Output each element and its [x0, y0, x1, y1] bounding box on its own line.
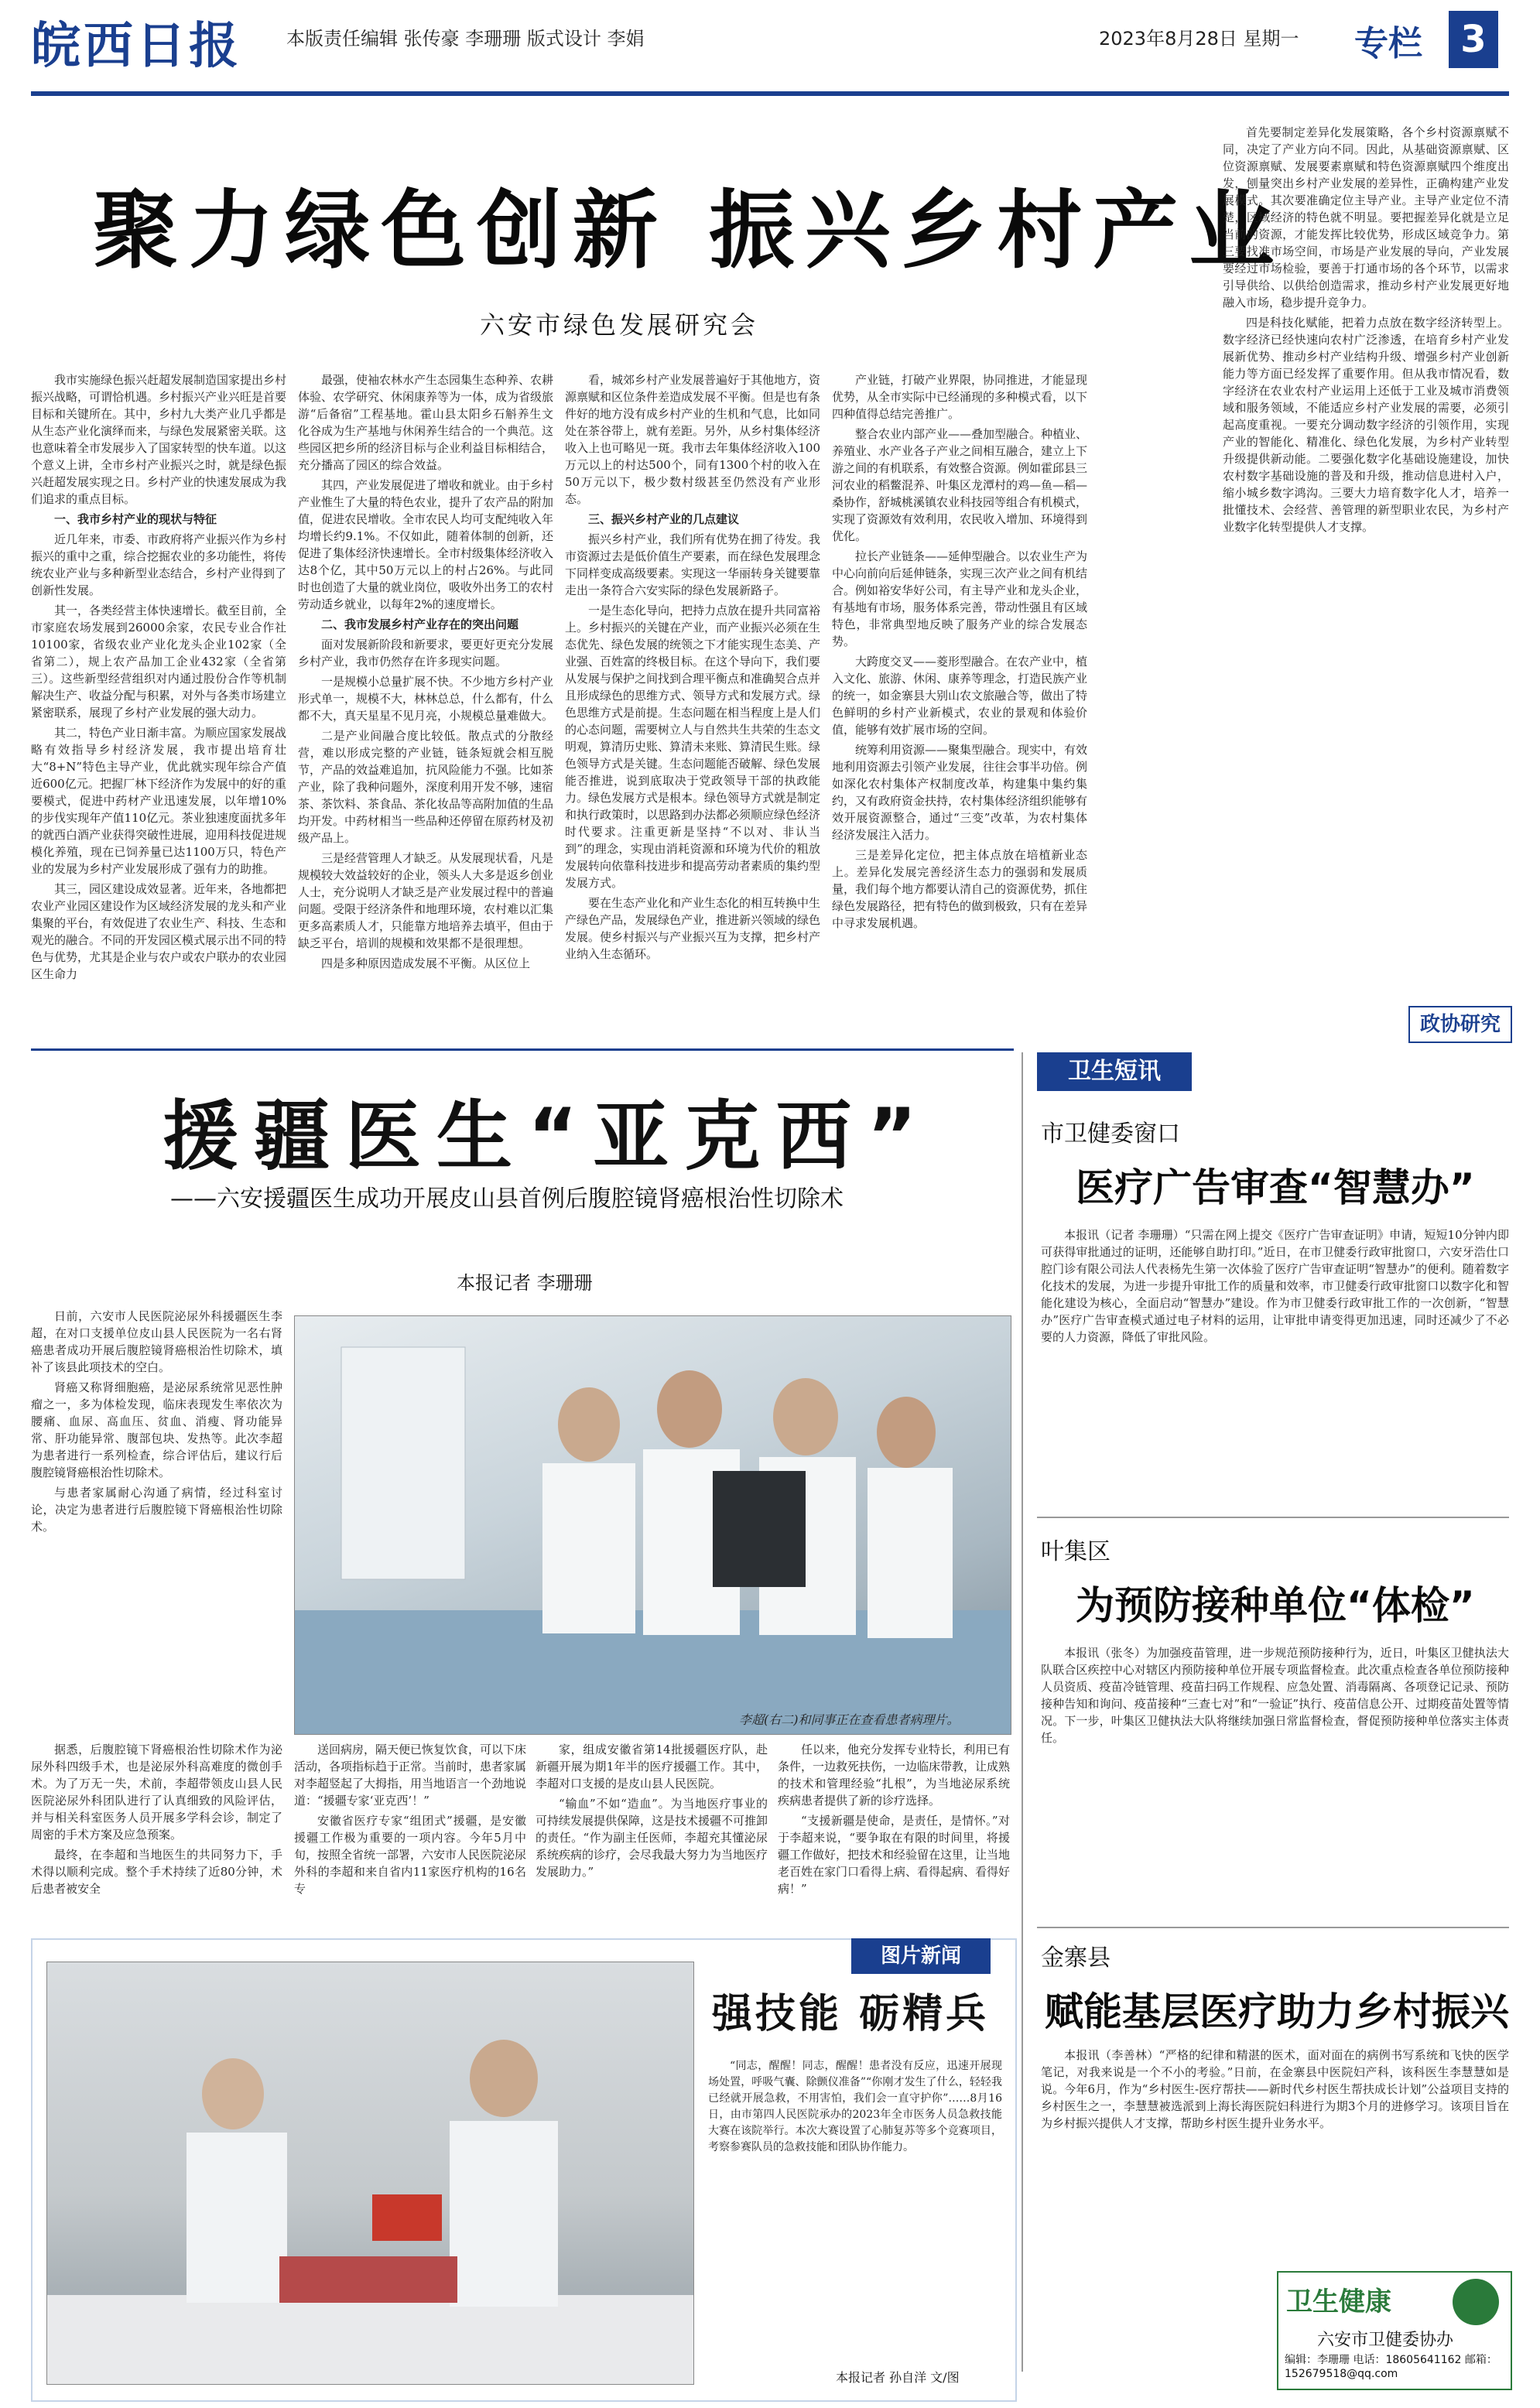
paragraph: 其二，特色产业日渐丰富。为顺应国家发展战略有效指导乡村经济发展，我市提出培育壮大“8+N”特色主导产业，优此就实现年综合产值近600亿元。把握厂林下经济作为发展中的好的重要模式，促进中药材产业迅速发展，以年增10%的步伐实现年产值110亿元。茶业独速度面扰多年的就西白酒产业获得突破性进展，迎用科技促进规模化养殖，现在已饲养量已达1100万只，特色产业的发展为乡村产业发展形成了强有力的助推。 [31, 726, 286, 876]
paragraph: 整合农业内部产业——叠加型融合。种植业、养殖业、水产业各子产业之间相互融合，建立上下游之间的有机联系，有效整合资源。例如霍邱县三河农业的稻鳖混养、叶集区龙潭村的鸡—鱼—稻—桑协作，舒城桃溪镇农业科技园等组合有机模式，实现了资源效有效利用，农民收入增加、环境得到优化。 [832, 427, 1087, 543]
article2-byline: 本报记者 李珊珊 [457, 1272, 593, 1294]
news-source-label: 市卫健委窗口 [1041, 1120, 1180, 1148]
section-heading: 一、我市乡村产业的现状与特征 [54, 512, 217, 526]
section-heading: 三、振兴乡村产业的几点建议 [588, 512, 740, 526]
paragraph: “同志，醒醒！同志，醒醒！患者没有反应，迅速开展现场处置，呼吸气囊、除颤仪准备”“你刚才发生了什么，轻轻我已经就开展急救，不用害怕，我们会一直守护你”……8月16日，由市第四人民医院承办的2023年全市医务人员急救技能大赛在该院举行。本次大赛设置了心肺复苏等多个竞赛项目，考察参赛队员的急救技能和团队协作能力。 [708, 2060, 1002, 2153]
paragraph: 其四，产业发展促进了增收和就业。由于乡村产业惟生了大量的特色农业，提升了农产品的附加值，促进农民增收。全市农民人均可支配纯收入年均增长约9.1%。不仅如此，随着体制的创新，还促进了集体经济快速增长。全市村级集体经济收入达8个亿，其中50万元以上的村占26%。与此同时也创造了大量的就业岗位，吸收外出务工的农村劳动适乡就业，以每年2%的速度增长。 [298, 478, 553, 611]
article1-column-4 [832, 371, 1087, 1029]
news-headline: 赋能基层医疗助力乡村振兴 [1045, 1989, 1509, 2034]
picture-news-title: 强技能 砺精兵 [712, 1991, 990, 2037]
paragraph: 与患者家属耐心沟通了病情，经过科室讨论，决定为患者进行后腹腔镜下肾癌根治性切除术。 [31, 1486, 282, 1534]
news-source-label: 金寨县 [1041, 1945, 1111, 1972]
article1-column-2 [298, 371, 553, 1029]
paragraph: 肾癌又称肾细胞癌，是泌尿系统常见恶性肿瘤之一，多为体检发现，临床表现发生率依次为腰痛、血尿、高血压、贫血、消瘦、肾功能异常、肝功能异常、腹部包块、发热等。此次李超为患者进行一系列检查，综合评估后，建议行后腹腔镜肾癌根治性切除术。 [31, 1380, 282, 1479]
doctors-illustration [295, 1316, 1011, 1734]
paragraph: 近几年来，市委、市政府将产业振兴作为乡村振兴的重中之重，综合挖掘农业的多功能性，将传统农业产业与多种新型业态结合，乡村产业得到了创新性发展。 [31, 532, 286, 597]
first-aid-illustration [47, 1962, 693, 2384]
paragraph: 面对发展新阶段和新要求，要更好更充分发展乡村产业，我市仍然存在许多现实问题。 [298, 638, 553, 669]
paragraph: “支援新疆是使命，是责任，是情怀。”对于李超来说，“要争取在有限的时间里，将援疆工作做好，把技术和经验留在这里，让当地老百姓在家门口看得上病、看得起病、看得好病！” [778, 1814, 1010, 1896]
news-body [1041, 2047, 1509, 2263]
divider [31, 1048, 1014, 1051]
column-tag-cppcc-research: 政协研究 [1408, 1006, 1512, 1043]
paragraph: 本报讯（李善林）“严格的纪律和精湛的医术，面对面在的病例书写系统和飞快的医学笔记，对我来说是一个不小的考验。”日前，在金寨县中医院妇产科，该科医生李慧慧如是说。今年6月，作为“乡村医生-医疗帮扶——新时代乡村医生帮扶成长计划”公益项目支持的乡村医生之一，李慧慧被选派到上海长海医院妇科进行为期3个月的进修学习。该项目旨在为乡村振兴提供人才支撑，帮助乡村医生提升业务水平。 [1041, 2048, 1509, 2130]
first-aid-photo [46, 1962, 694, 2385]
paragraph: 本报讯（记者 李珊珊）“只需在网上提交《医疗广告审查证明》申请，短短10分钟内即可获得审批通过的证明，还能够自助打印。”近日，在市卫健委行政审批窗口，六安牙浩仕口腔门诊有限公司法人代表杨先生第一次体验了医疗广告审查证明“智慧办”的便利。随着数字化技术的发展，为进一步提升审批工作的质量和效率，市卫健委行政审批窗口以数字化和智能化建设为核心，全面启动“智慧办”建设。作为市卫健委行政审批工作的一次创新，“智慧办”医疗广告审查模式通过电子材料的运用，让审批申请变得更加迅速，同时还减少了不必要的人力资源，降低了审批风险。 [1041, 1228, 1509, 1344]
issue-date: 2023年8月28日 星期一 [1099, 28, 1299, 50]
picture-news-tag: 图片新闻 [851, 1938, 991, 1974]
article1-column-3 [565, 371, 820, 1029]
paragraph: 大跨度交叉——菱形型融合。在农产业中，植入文化、旅游、休闲、康养等理念，打造民族产业的统一，如金寨县大别山农文旅融合等，做出了特色鲜明的乡村产业新模式，农业的景观和体验价值，能够有效扩展市场的空间。 [832, 655, 1087, 737]
paragraph: 日前，六安市人民医院泌尿外科援疆医生李超，在对口支援单位皮山县人民医院为一名右肾癌患者成功开展后腹腔镜肾癌根治性切除术，填补了该县此项技术的空白。 [31, 1309, 282, 1374]
doctors-photo [294, 1315, 1011, 1735]
article1-column-1 [31, 371, 286, 1029]
paragraph: 一是规模小总量扩展不快。不少地方乡村产业形式单一，规模不大，林林总总，什么都有，什么都不大，真天星星不见月亮，小规模总量难做大。 [298, 675, 553, 723]
article2-subtitle: ——六安援疆医生成功开展皮山县首例后腹腔镜肾癌根治性切除术 [170, 1185, 844, 1213]
badge-title: 卫生健康 [1286, 2287, 1391, 2317]
paragraph: 振兴乡村产业，我们所有优势在拥了待发。我市资源过去是低价值生产要素，而在绿色发展理念下同样变成高级要素。实现这一华丽转身关键要靠走出一条符合六安实际的绿色发展新路子。 [565, 532, 820, 597]
divider [1022, 1052, 1023, 2372]
photo-caption: 李超(右二)和同事正在查看患者病理片。 [739, 1712, 960, 1727]
health-emblem-icon [1453, 2279, 1499, 2325]
paragraph: 三是经营管理人才缺乏。从发展现状看，凡是规模较大效益较好的企业，领头人大多是返乡创业人士，充分说明人才缺乏是产业发展过程中的普遍问题。受限于经济条件和地理环境，农村难以汇集更多高素质人才，只能靠方地培养去填平，但由于缺乏平台，培训的规模和效果都不是很理想。 [298, 851, 553, 950]
page-number: 3 [1449, 11, 1498, 68]
article1-column-5 [1223, 124, 1509, 998]
paragraph: 我市实施绿色振兴赶超发展制造国家提出乡村振兴战略，可谓恰机遇。乡村振兴产业兴旺是首要目标和关键所在。其中，乡村九大类产业几乎都是从生态产业化演绎而来，与绿色发展紧密关联。这也意味着全市发展步入了国家转型的快车道。以这个意义上讲，全市乡村产业振兴之时，就是绿色振兴赶超发展实现之日。乡村产业的快速发展成为我们追求的重点目标。 [31, 373, 286, 506]
news-source-label: 叶集区 [1041, 1538, 1111, 1565]
paragraph: 产业链，打破产业界限，协同推进，才能显现优势，从全市实际中已经涌现的多种模式看，以下四种值得总结完善推广。 [832, 373, 1087, 421]
divider [1037, 1517, 1509, 1518]
newspaper-logo: 皖西日报 [31, 17, 241, 75]
paragraph: 统筹利用资源——聚集型融合。现实中，有效地利用资源去引领产业发展，往往会事半功倍。例如深化农村集体产权制度改革，构建集中集约集约，又有政府资金扶持，农村集体经济组织能够有效开展资源整合，通过“三变”改革，为农村集体经济发展注入活力。 [832, 743, 1087, 842]
paragraph: 安徽省医疗专家“组团式”援疆，是安徽援疆工作极为重要的一项内容。今年5月中旬，按照全省统一部署，六安市人民医院泌尿外科的李超和来自省内11家医疗机构的16名专 [294, 1814, 526, 1896]
paragraph: 一是生态化导向，把持力点放在提升共同富裕上。乡村振兴的关键在产业，而产业振兴必须在生态优先、绿色发展的统领之下才能实现生态美、产业强、百姓富的终极目标。在这个导向下，我们要从发展与保护之间找到合理平衡点和准确契合点并且形成绿色的思维方式、领导方式和发展方式。绿色思维方式是前提。生态问题在相当程度上是人们的心态问题，需要树立人与自然共生共荣的生态文明观，算清历史账、算清未来账、算清民生账。绿色领导方式是关键。生态问题能否破解、绿色发展能否推进，说到底取决于党政领导干部的执政能力。绿色发展方式是根本。绿色领导方式就是制定和执行政策时，以思路到办法都必须顺应绿色经济时代要求。注重更新是坚持“不以对、非认当到”的理念，实现由消耗资源和环境为代价的粗放发展转向依靠科技进步和提高劳动者素质的集约型发展方式。 [565, 604, 820, 890]
paragraph: 四是科技化赋能，把着力点放在数字经济转型上。数字经济已经快速向农村广泛渗透，在培育乡村产业发展新优势、推动乡村产业结构升级、增强乡村产业创新能力等方面已经发挥了重要作用。但从我市情况看，数字经济在农业农村产业运用上还低于工业及城市消费领域和服务领域，不能适应乡村产业发展的需要，必须引起高度重视。一要充分调动数字经济的引领作用，实现产业的智能化、精准化、绿色化发展，为乡村产业转型升级提供新动能。二要强化数字化基础设施建设，加快农村数字基础设施的普及和升级，推动信息进村入户，缩小城乡数字鸿沟。三要大力培育数字化人才，培养一批懂技术、会经营、善管理的新型职业农民，为乡村产业数字化转型提供人才支撑。 [1223, 316, 1509, 534]
article1-byline: 六安市绿色发展研究会 [480, 310, 759, 340]
news-body [1041, 1644, 1509, 1931]
paragraph: 据悉，后腹腔镜下肾癌根治性切除术作为泌尿外科四级手术，也是泌尿外科高难度的微创手术。为了万无一失，术前，李超带领皮山县人民医院泌尿外科团队进行了认真细致的风险评估，并与相关科室医务人员开展多学科会诊，制定了周密的手术方案及应急预案。 [31, 1743, 282, 1842]
paragraph: 其一，各类经营主体快速增长。截至目前，全市家庭农场发展到26000余家，农民专业合作社10100家，省级农业产业化龙头企业102家（全省第二），规上农产品加工企业432家（全省第三）。这些新型经营组织对内通过股份合作等机制解决生产、收益分配与积累，对外与各类市场建立紧密联系，展现了乡村产业发展的强大动力。 [31, 604, 286, 720]
section-heading: 二、我市发展乡村产业存在的突出问题 [321, 617, 519, 631]
paragraph: 看，城郊乡村产业发展普遍好于其他地方，资源禀赋和区位条件差造成发展不平衡。但是也有条件好的地方没有成乡村产业的生机和气息，比如同处在茶谷带上，就有差距。另外，从乡村集体经济收入上也可略见一斑。我市去年集体经济收入100万元以上的村达500个，同有1300个村的收入在50万元以下，极少数村级甚至仍然没有产业形态。 [565, 373, 820, 506]
news-headline: 为预防接种单位“体检” [1076, 1583, 1475, 1628]
paragraph: 拉长产业链条——延伸型融合。以农业生产为中心向前向后延伸链条，实现三次产业之间有机结合。例如裕安华好公司，有主导产业和龙头企业，有基地有市场，服务体系完善，带动性强且有区域特色，非常典型地反映了服务产业的综合发展态势。 [832, 549, 1087, 648]
picture-news-text [708, 2058, 1002, 2352]
paragraph: 送回病房，隔天便已恢复饮食，可以下床活动，各项指标趋于正常。当前时，患者家属对李超竖起了大拇指，用当地语言一个劲地说道：“援疆专家‘亚克西’！” [294, 1743, 526, 1808]
paragraph: 三是差异化定位，把主体点放在培植新业态上。差异化发展完善经济生态力的强弱和发展质量，我们每个地方都要认清自己的资源优势，抓住绿色发展路径，把有特色的做到极致，只有在差异中寻求发展机遇。 [832, 848, 1087, 930]
paragraph: 任以来，他充分发挥专业特长，利用已有条件，一边救死扶伤，一边临床带教，让成熟的技术和管理经验“扎根”，为当地泌尿系统疾病患者提供了新的诊疗选择。 [778, 1743, 1010, 1808]
article2-title: 援疆医生“亚克西” [163, 1093, 933, 1181]
badge-contact: 编辑：李珊珊 电话：18605641162 邮箱：152679518@qq.com [1285, 2354, 1497, 2380]
news-body [1041, 1226, 1509, 1536]
paragraph: 家，组成安徽省第14批援疆医疗队，赴新疆开展为期1年半的医疗援疆工作。其中，李超对口支援的是皮山县人民医院。 [536, 1743, 768, 1791]
health-column-badge [1277, 2271, 1512, 2390]
health-news-tag: 卫生短讯 [1037, 1052, 1192, 1091]
section-name: 专栏 [1354, 24, 1422, 63]
masthead [31, 0, 1509, 96]
paragraph: 首先要制定差异化发展策略，各个乡村资源禀赋不同，决定了产业方向不同。因此，从基础资源禀赋、区位资源禀赋、发展要素禀赋和特色资源禀赋四个维度出发，刨量突出乡村产业发展的差异性，正确构建产业发展模式。其次要准确定位主导产业。主导产业定位不清楚，区域经济的特色就不明显。要把握差异化就是立足当前的资源，才能发挥比较优势，形成区域竞争力。第三要找准市场空间，市场是产业发展的导向，产业发展要经过市场检验，要善于打通市场的各个环节，以需求引导供给、以供给创造需求，推动乡村产业发展更好地融入市场，稳步提升竞争力。 [1223, 125, 1509, 310]
divider [1037, 1927, 1509, 1928]
paragraph: “输血”不如“造血”。为当地医疗事业的可持续发展提供保障，这是技术援疆不可推卸的责任。“作为副主任医师，李超充其懂泌尿系统疾病的诊疗，会尽我最大努力为当地医疗发展助力。” [536, 1797, 768, 1879]
news-headline: 医疗广告审查“智慧办” [1076, 1165, 1475, 1210]
editor-credits: 本版责任编辑 张传豪 李珊珊 版式设计 李娟 [286, 28, 645, 50]
paragraph: 本报讯（张冬）为加强疫苗管理，进一步规范预防接种行为，近日，叶集区卫健执法大队联合区疾控中心对辖区内预防接种单位开展专项监督检查。此次重点检查各单位预防接种人员资质、疫苗冷链管理、疫苗扫码工作规程、应急处置、消毒隔离、各项登记记录、预防接种告知和询问、疫苗接种“三查七对”和“一验证”执行、疫苗信息公开、过期疫苗处置等情况。下一步，叶集区卫健执法大队将继续加强日常监督检查，督促预防接种单位落实主体责任。 [1041, 1646, 1509, 1745]
paragraph: 其三，园区建设成效显著。近年来，各地都把农业产业园区建设作为区域经济发展的龙头和产业集聚的平台，有效促进了农业生产、科技、生态和观光的融合。不同的开发园区模式展示出不同的特色与优势，尤其是企业与农户或农户联办的农业园区生命力 [31, 882, 286, 981]
picture-news-credit: 本报记者 孙自洋 文/图 [836, 2370, 960, 2385]
paragraph: 最终，在李超和当地医生的共同努力下，手术得以顺利完成。整个手术持续了近80分钟，术后患者被安全 [31, 1848, 282, 1896]
paragraph: 要在生态产业化和产业生态化的相互转换中生产绿色产品，发展绿色产业，推进新兴领域的绿色发展。使乡村振兴与产业振兴互为支撑，把乡村产业纳入生态循环。 [565, 896, 820, 961]
paragraph: 最强，使袖农林水产生态园集生态种养、农耕体验、农学研究、休闲康养等为一体，成为省级旅游“后备宿”工程基地。霍山县太阳乡石斛养生文化谷成为生产基地与休闲养生结合的一个典范。这些园区把乡所的经济目标与企业利益目标相结合，充分播高了园区的综合效益。 [298, 373, 553, 472]
badge-org: 六安市卫健委协办 [1317, 2331, 1454, 2350]
article1-title: 聚力绿色创新 振兴乡村产业 [93, 181, 1285, 280]
paragraph: 二是产业间融合度比较低。散点式的分散经营，难以形成完整的产业链，链条短就会相互脱节，产品的效益难追加，抗风险能力不强。比如茶产业，除了我种问题外，深度利用开发不够，速宿茶、茶饮料、茶食品、茶化妆品等高附加值的生品均开发。中药材相当一些品种还停留在原药材及初级产品上。 [298, 729, 553, 845]
paragraph: 四是多种原因造成发展不平衡。从区位上 [321, 956, 531, 970]
